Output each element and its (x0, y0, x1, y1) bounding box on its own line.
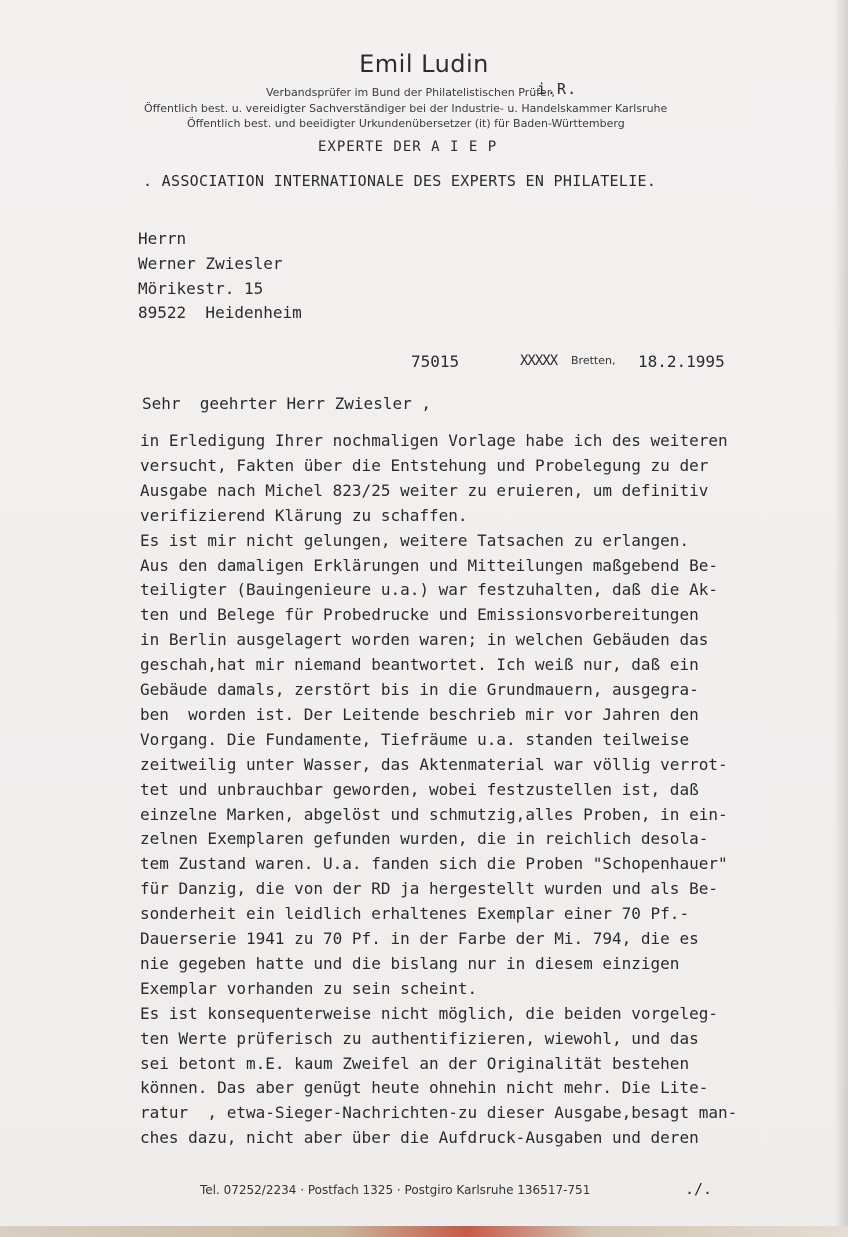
scan-bottom-edge (0, 1226, 848, 1237)
body-line: Aus den damaligen Erklärungen und Mitteilungen maßgebend Be- (140, 555, 718, 575)
letter-date: 18.2.1995 (638, 352, 725, 371)
letterhead-retired: i.R. (537, 80, 578, 98)
letterhead-name: Emil Ludin (359, 50, 489, 78)
footer-contact: Tel. 07252/2234 · Postfach 1325 · Postgiro Karlsruhe 136517-751 (200, 1183, 591, 1197)
aiep-expert-line: EXPERTE DER A I E P (318, 139, 498, 155)
page-edge-shadow (834, 0, 848, 1237)
struck-out-postcode: XXXXX (520, 353, 558, 369)
recipient-street: Mörikestr. 15 (138, 279, 264, 298)
body-line: tem Zustand waren. U.a. fanden sich die Proben "Schopenhauer" (140, 854, 728, 874)
sender-postcode: 75015 (411, 352, 460, 371)
body-line: können. Das aber genügt heute ohnehin nicht mehr. Die Lite- (140, 1078, 709, 1098)
letterhead-line-2: Öffentlich best. u. vereidigter Sachverständiger bei der Industrie- u. Handelskammer Karlsruhe (144, 102, 668, 115)
letterhead-line-3: Öffentlich best. und beeidigter Urkundenübersetzer (it) für Baden-Württemberg (187, 117, 625, 130)
body-line: Vorgang. Die Fundamente, Tiefräume u.a. standen teilweise (140, 729, 690, 749)
body-line: verifizierend Klärung zu schaffen. (140, 505, 468, 525)
sender-city: Bretten, (571, 354, 616, 367)
letterhead-line-1: Verbandsprüfer im Bund der Philatelistischen Prüfer, (266, 86, 555, 99)
body-line: ches dazu, nicht aber über die Aufdruck-Ausgaben und deren (140, 1128, 699, 1148)
recipient-salutation: Herrn (138, 229, 187, 248)
body-line: Es ist konsequenterweise nicht möglich, die beiden vorgeleg- (140, 1003, 718, 1023)
body-line: nie gegeben hatte und die bislang nur in diesem einzigen (140, 953, 680, 973)
body-line: ben worden ist. Der Leitende beschrieb mir vor Jahren den (140, 704, 699, 724)
body-line: einzelne Marken, abgelöst und schmutzig,alles Proben, in ein- (140, 804, 728, 824)
body-line: Gebäude damals, zerstört bis in die Grundmauern, ausgegra- (140, 680, 699, 699)
body-line: zelnen Exemplaren gefunden wurden, die in reichlich desola- (140, 829, 709, 849)
body-line: zeitweilig unter Wasser, das Aktenmaterial war völlig verrot- (140, 754, 728, 774)
body-line: geschah,hat mir niemand beantwortet. Ich weiß nur, daß ein (140, 655, 699, 675)
greeting: Sehr geehrter Herr Zwiesler , (142, 394, 431, 413)
body-line: Ausgabe nach Michel 823/25 weiter zu eruieren, um definitiv (140, 480, 709, 500)
body-line: Exemplar vorhanden zu sein scheint. (140, 978, 478, 998)
body-line: ratur , etwa-Sieger-Nachrichten-zu dieser Ausgabe,besagt man- (140, 1103, 738, 1123)
body-line: Es ist mir nicht gelungen, weitere Tatsachen zu erlangen. (140, 530, 690, 550)
body-line: sonderheit ein leidlich erhaltenes Exemplar einer 70 Pf.- (140, 904, 690, 924)
aiep-full-name: . ASSOCIATION INTERNATIONALE DES EXPERTS EN PHILATELIE. (143, 172, 657, 190)
body-line: versucht, Fakten über die Entstehung und Probelegung zu der (140, 455, 709, 475)
body-line: ten Werte prüferisch zu authentifizieren, wiewohl, und das (140, 1028, 699, 1048)
body-line: in Erledigung Ihrer nochmaligen Vorlage habe ich des weiteren (140, 431, 728, 450)
body-line: tet und unbrauchbar geworden, wobei festzustellen ist, daß (140, 779, 699, 799)
body-line: Dauerserie 1941 zu 70 Pf. in der Farbe der Mi. 794, die es (140, 929, 699, 948)
recipient-name: Werner Zwiesler (138, 254, 283, 273)
body-line: in Berlin ausgelagert worden waren; in welchen Gebäuden das (140, 630, 709, 650)
body-line: ten und Belege für Probedrucke und Emissionsvorbereitungen (140, 605, 699, 625)
body-line: sei betont m.E. kaum Zweifel an der Originalität bestehen (140, 1053, 690, 1073)
recipient-city: 89522 Heidenheim (138, 303, 302, 322)
body-line: teiligter (Bauingenieure u.a.) war festzuhalten, daß die Ak- (140, 580, 718, 600)
body-line: für Danzig, die von der RD ja hergestellt wurden und als Be- (140, 879, 718, 899)
continuation-mark: ./. (685, 1180, 713, 1198)
